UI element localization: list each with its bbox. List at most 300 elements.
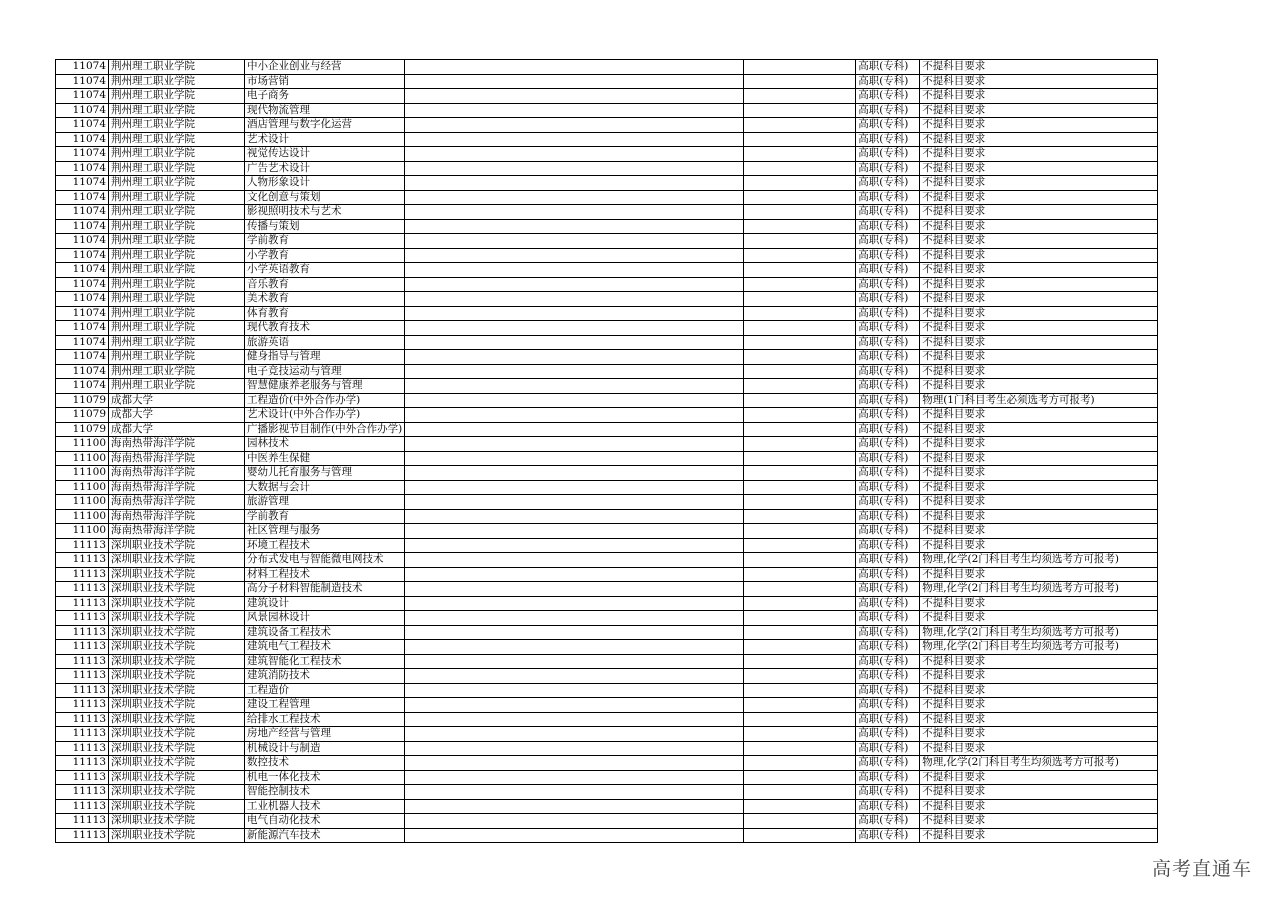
major-name-cell: 市场营销 xyxy=(245,74,405,89)
level-cell: 高职(专科) xyxy=(856,408,920,423)
blank-cell xyxy=(405,422,744,437)
major-name-cell: 体育教育 xyxy=(245,306,405,321)
school-code-cell: 11074 xyxy=(56,161,109,176)
subject-requirement-cell: 不提科目要求 xyxy=(920,292,1158,307)
school-code-cell: 11074 xyxy=(56,335,109,350)
table-row xyxy=(56,132,1158,147)
admission-table xyxy=(55,59,1158,843)
blank-cell xyxy=(405,118,744,133)
level-cell: 高职(专科) xyxy=(856,437,920,452)
school-name-cell: 荆州理工职业学院 xyxy=(109,321,245,336)
level-cell: 高职(专科) xyxy=(856,596,920,611)
blank-cell xyxy=(405,466,744,481)
subject-requirement-cell: 不提科目要求 xyxy=(920,408,1158,423)
level-cell: 高职(专科) xyxy=(856,422,920,437)
blank-cell xyxy=(405,60,744,75)
school-name-cell: 荆州理工职业学院 xyxy=(109,89,245,104)
major-name-cell: 影视照明技术与艺术 xyxy=(245,205,405,220)
level-cell: 高职(专科) xyxy=(856,654,920,669)
table-row xyxy=(56,553,1158,568)
blank-cell xyxy=(744,785,856,800)
table-row xyxy=(56,190,1158,205)
school-name-cell: 荆州理工职业学院 xyxy=(109,219,245,234)
school-name-cell: 深圳职业技术学院 xyxy=(109,756,245,771)
blank-cell xyxy=(744,292,856,307)
subject-requirement-cell: 不提科目要求 xyxy=(920,176,1158,191)
blank-cell xyxy=(744,103,856,118)
blank-cell xyxy=(744,74,856,89)
school-code-cell: 11074 xyxy=(56,248,109,263)
level-cell: 高职(专科) xyxy=(856,292,920,307)
school-name-cell: 荆州理工职业学院 xyxy=(109,306,245,321)
blank-cell xyxy=(744,770,856,785)
level-cell: 高职(专科) xyxy=(856,103,920,118)
blank-cell xyxy=(744,799,856,814)
subject-requirement-cell: 不提科目要求 xyxy=(920,669,1158,684)
blank-cell xyxy=(405,698,744,713)
school-code-cell: 11074 xyxy=(56,364,109,379)
subject-requirement-cell: 不提科目要求 xyxy=(920,509,1158,524)
subject-requirement-cell: 不提科目要求 xyxy=(920,379,1158,394)
major-name-cell: 文化创意与策划 xyxy=(245,190,405,205)
subject-requirement-cell: 不提科目要求 xyxy=(920,814,1158,829)
blank-cell xyxy=(744,219,856,234)
school-name-cell: 荆州理工职业学院 xyxy=(109,277,245,292)
level-cell: 高职(专科) xyxy=(856,669,920,684)
school-code-cell: 11074 xyxy=(56,292,109,307)
table-row xyxy=(56,770,1158,785)
table-row xyxy=(56,495,1158,510)
blank-cell xyxy=(744,495,856,510)
level-cell: 高职(专科) xyxy=(856,466,920,481)
table-row xyxy=(56,582,1158,597)
watermark: 高考直通车 xyxy=(1151,858,1252,880)
school-name-cell: 成都大学 xyxy=(109,408,245,423)
school-name-cell: 荆州理工职业学院 xyxy=(109,248,245,263)
major-name-cell: 电气自动化技术 xyxy=(245,814,405,829)
subject-requirement-cell: 不提科目要求 xyxy=(920,828,1158,843)
major-name-cell: 小学教育 xyxy=(245,248,405,263)
table-row xyxy=(56,118,1158,133)
school-name-cell: 海南热带海洋学院 xyxy=(109,480,245,495)
school-name-cell: 荆州理工职业学院 xyxy=(109,335,245,350)
school-code-cell: 11100 xyxy=(56,495,109,510)
major-name-cell: 智能控制技术 xyxy=(245,785,405,800)
level-cell: 高职(专科) xyxy=(856,132,920,147)
level-cell: 高职(专科) xyxy=(856,683,920,698)
major-name-cell: 数控技术 xyxy=(245,756,405,771)
blank-cell xyxy=(405,451,744,466)
blank-cell xyxy=(405,480,744,495)
major-name-cell: 大数据与会计 xyxy=(245,480,405,495)
subject-requirement-cell: 不提科目要求 xyxy=(920,263,1158,278)
table-row xyxy=(56,654,1158,669)
level-cell: 高职(专科) xyxy=(856,480,920,495)
school-name-cell: 深圳职业技术学院 xyxy=(109,799,245,814)
school-name-cell: 深圳职业技术学院 xyxy=(109,785,245,800)
school-code-cell: 11113 xyxy=(56,741,109,756)
blank-cell xyxy=(405,248,744,263)
blank-cell xyxy=(405,132,744,147)
blank-cell xyxy=(744,814,856,829)
subject-requirement-cell: 不提科目要求 xyxy=(920,683,1158,698)
blank-cell xyxy=(405,654,744,669)
school-name-cell: 荆州理工职业学院 xyxy=(109,190,245,205)
school-name-cell: 深圳职业技术学院 xyxy=(109,538,245,553)
table-row xyxy=(56,727,1158,742)
major-name-cell: 材料工程技术 xyxy=(245,567,405,582)
blank-cell xyxy=(405,582,744,597)
school-name-cell: 荆州理工职业学院 xyxy=(109,161,245,176)
blank-cell xyxy=(744,205,856,220)
table-row xyxy=(56,248,1158,263)
school-name-cell: 荆州理工职业学院 xyxy=(109,74,245,89)
table-row xyxy=(56,712,1158,727)
major-name-cell: 广告艺术设计 xyxy=(245,161,405,176)
school-code-cell: 11074 xyxy=(56,219,109,234)
school-name-cell: 深圳职业技术学院 xyxy=(109,727,245,742)
subject-requirement-cell: 不提科目要求 xyxy=(920,89,1158,104)
subject-requirement-cell: 不提科目要求 xyxy=(920,596,1158,611)
table-row xyxy=(56,74,1158,89)
school-code-cell: 11113 xyxy=(56,814,109,829)
blank-cell xyxy=(405,335,744,350)
school-name-cell: 深圳职业技术学院 xyxy=(109,683,245,698)
blank-cell xyxy=(744,393,856,408)
level-cell: 高职(专科) xyxy=(856,712,920,727)
subject-requirement-cell: 不提科目要求 xyxy=(920,451,1158,466)
school-name-cell: 深圳职业技术学院 xyxy=(109,828,245,843)
major-name-cell: 电子竞技运动与管理 xyxy=(245,364,405,379)
blank-cell xyxy=(405,828,744,843)
blank-cell xyxy=(744,466,856,481)
subject-requirement-cell: 物理,化学(2门科目考生均须选考方可报考) xyxy=(920,640,1158,655)
blank-cell xyxy=(405,103,744,118)
school-code-cell: 11074 xyxy=(56,118,109,133)
school-code-cell: 11074 xyxy=(56,190,109,205)
school-code-cell: 11113 xyxy=(56,683,109,698)
major-name-cell: 健身指导与管理 xyxy=(245,350,405,365)
blank-cell xyxy=(744,408,856,423)
school-code-cell: 11100 xyxy=(56,480,109,495)
school-code-cell: 11113 xyxy=(56,654,109,669)
subject-requirement-cell: 不提科目要求 xyxy=(920,118,1158,133)
blank-cell xyxy=(405,292,744,307)
subject-requirement-cell: 不提科目要求 xyxy=(920,741,1158,756)
school-name-cell: 荆州理工职业学院 xyxy=(109,176,245,191)
school-name-cell: 海南热带海洋学院 xyxy=(109,524,245,539)
major-name-cell: 环境工程技术 xyxy=(245,538,405,553)
major-name-cell: 高分子材料智能制造技术 xyxy=(245,582,405,597)
subject-requirement-cell: 不提科目要求 xyxy=(920,350,1158,365)
level-cell: 高职(专科) xyxy=(856,451,920,466)
blank-cell xyxy=(744,176,856,191)
subject-requirement-cell: 不提科目要求 xyxy=(920,147,1158,162)
school-name-cell: 荆州理工职业学院 xyxy=(109,364,245,379)
level-cell: 高职(专科) xyxy=(856,640,920,655)
school-code-cell: 11113 xyxy=(56,582,109,597)
subject-requirement-cell: 不提科目要求 xyxy=(920,480,1158,495)
level-cell: 高职(专科) xyxy=(856,828,920,843)
blank-cell xyxy=(405,509,744,524)
blank-cell xyxy=(405,161,744,176)
major-name-cell: 人物形象设计 xyxy=(245,176,405,191)
school-code-cell: 11074 xyxy=(56,263,109,278)
subject-requirement-cell: 不提科目要求 xyxy=(920,219,1158,234)
table-row xyxy=(56,756,1158,771)
table-row xyxy=(56,669,1158,684)
school-code-cell: 11079 xyxy=(56,393,109,408)
school-name-cell: 深圳职业技术学院 xyxy=(109,654,245,669)
blank-cell xyxy=(744,756,856,771)
blank-cell xyxy=(744,321,856,336)
school-code-cell: 11074 xyxy=(56,379,109,394)
table-row xyxy=(56,538,1158,553)
level-cell: 高职(专科) xyxy=(856,625,920,640)
blank-cell xyxy=(405,205,744,220)
major-name-cell: 现代教育技术 xyxy=(245,321,405,336)
school-code-cell: 11074 xyxy=(56,234,109,249)
school-code-cell: 11113 xyxy=(56,596,109,611)
blank-cell xyxy=(405,683,744,698)
school-name-cell: 深圳职业技术学院 xyxy=(109,814,245,829)
subject-requirement-cell: 不提科目要求 xyxy=(920,437,1158,452)
school-code-cell: 11113 xyxy=(56,756,109,771)
table-row xyxy=(56,698,1158,713)
school-code-cell: 11113 xyxy=(56,567,109,582)
blank-cell xyxy=(744,524,856,539)
school-name-cell: 荆州理工职业学院 xyxy=(109,147,245,162)
blank-cell xyxy=(405,364,744,379)
level-cell: 高职(专科) xyxy=(856,756,920,771)
blank-cell xyxy=(744,596,856,611)
school-name-cell: 成都大学 xyxy=(109,422,245,437)
major-name-cell: 园林技术 xyxy=(245,437,405,452)
major-name-cell: 旅游英语 xyxy=(245,335,405,350)
school-code-cell: 11113 xyxy=(56,553,109,568)
school-name-cell: 海南热带海洋学院 xyxy=(109,509,245,524)
table-row xyxy=(56,480,1158,495)
blank-cell xyxy=(744,89,856,104)
table-row xyxy=(56,611,1158,626)
school-name-cell: 荆州理工职业学院 xyxy=(109,263,245,278)
blank-cell xyxy=(405,277,744,292)
blank-cell xyxy=(405,553,744,568)
table-row xyxy=(56,422,1158,437)
blank-cell xyxy=(744,611,856,626)
table-row xyxy=(56,785,1158,800)
major-name-cell: 现代物流管理 xyxy=(245,103,405,118)
school-name-cell: 荆州理工职业学院 xyxy=(109,118,245,133)
school-name-cell: 荆州理工职业学院 xyxy=(109,60,245,75)
school-name-cell: 海南热带海洋学院 xyxy=(109,451,245,466)
blank-cell xyxy=(744,161,856,176)
school-name-cell: 深圳职业技术学院 xyxy=(109,640,245,655)
blank-cell xyxy=(405,263,744,278)
subject-requirement-cell: 不提科目要求 xyxy=(920,698,1158,713)
school-code-cell: 11113 xyxy=(56,799,109,814)
major-name-cell: 传播与策划 xyxy=(245,219,405,234)
major-name-cell: 学前教育 xyxy=(245,509,405,524)
subject-requirement-cell: 物理,化学(2门科目考生均须选考方可报考) xyxy=(920,756,1158,771)
table-row xyxy=(56,625,1158,640)
subject-requirement-cell: 不提科目要求 xyxy=(920,190,1158,205)
level-cell: 高职(专科) xyxy=(856,277,920,292)
level-cell: 高职(专科) xyxy=(856,335,920,350)
blank-cell xyxy=(744,147,856,162)
major-name-cell: 机电一体化技术 xyxy=(245,770,405,785)
table-row xyxy=(56,379,1158,394)
subject-requirement-cell: 不提科目要求 xyxy=(920,422,1158,437)
major-name-cell: 艺术设计 xyxy=(245,132,405,147)
blank-cell xyxy=(405,89,744,104)
school-name-cell: 深圳职业技术学院 xyxy=(109,611,245,626)
table-row xyxy=(56,451,1158,466)
blank-cell xyxy=(405,495,744,510)
school-code-cell: 11113 xyxy=(56,669,109,684)
subject-requirement-cell: 不提科目要求 xyxy=(920,321,1158,336)
blank-cell xyxy=(405,712,744,727)
blank-cell xyxy=(405,437,744,452)
major-name-cell: 建筑设备工程技术 xyxy=(245,625,405,640)
level-cell: 高职(专科) xyxy=(856,350,920,365)
blank-cell xyxy=(405,741,744,756)
school-name-cell: 海南热带海洋学院 xyxy=(109,495,245,510)
subject-requirement-cell: 不提科目要求 xyxy=(920,60,1158,75)
major-name-cell: 建筑设计 xyxy=(245,596,405,611)
major-name-cell: 风景园林设计 xyxy=(245,611,405,626)
blank-cell xyxy=(744,553,856,568)
level-cell: 高职(专科) xyxy=(856,524,920,539)
school-name-cell: 深圳职业技术学院 xyxy=(109,712,245,727)
blank-cell xyxy=(744,248,856,263)
major-name-cell: 分布式发电与智能微电网技术 xyxy=(245,553,405,568)
level-cell: 高职(专科) xyxy=(856,538,920,553)
major-name-cell: 视觉传达设计 xyxy=(245,147,405,162)
subject-requirement-cell: 物理(1门科目考生必须选考方可报考) xyxy=(920,393,1158,408)
blank-cell xyxy=(405,625,744,640)
subject-requirement-cell: 不提科目要求 xyxy=(920,306,1158,321)
blank-cell xyxy=(405,219,744,234)
subject-requirement-cell: 不提科目要求 xyxy=(920,161,1158,176)
major-name-cell: 工业机器人技术 xyxy=(245,799,405,814)
table-row xyxy=(56,828,1158,843)
school-code-cell: 11100 xyxy=(56,466,109,481)
school-name-cell: 荆州理工职业学院 xyxy=(109,292,245,307)
blank-cell xyxy=(405,785,744,800)
major-name-cell: 社区管理与服务 xyxy=(245,524,405,539)
blank-cell xyxy=(744,712,856,727)
blank-cell xyxy=(405,379,744,394)
school-code-cell: 11074 xyxy=(56,321,109,336)
level-cell: 高职(专科) xyxy=(856,234,920,249)
school-name-cell: 荆州理工职业学院 xyxy=(109,379,245,394)
school-code-cell: 11074 xyxy=(56,205,109,220)
blank-cell xyxy=(405,567,744,582)
subject-requirement-cell: 不提科目要求 xyxy=(920,538,1158,553)
table-row xyxy=(56,60,1158,75)
table-row xyxy=(56,596,1158,611)
table-row xyxy=(56,103,1158,118)
level-cell: 高职(专科) xyxy=(856,509,920,524)
school-code-cell: 11079 xyxy=(56,422,109,437)
subject-requirement-cell: 不提科目要求 xyxy=(920,611,1158,626)
major-name-cell: 学前教育 xyxy=(245,234,405,249)
blank-cell xyxy=(405,538,744,553)
table-row xyxy=(56,205,1158,220)
blank-cell xyxy=(405,321,744,336)
school-code-cell: 11113 xyxy=(56,538,109,553)
table-body xyxy=(56,60,1158,843)
major-name-cell: 建设工程管理 xyxy=(245,698,405,713)
blank-cell xyxy=(405,727,744,742)
school-name-cell: 深圳职业技术学院 xyxy=(109,553,245,568)
table-row xyxy=(56,640,1158,655)
school-code-cell: 11074 xyxy=(56,176,109,191)
major-name-cell: 给排水工程技术 xyxy=(245,712,405,727)
level-cell: 高职(专科) xyxy=(856,190,920,205)
level-cell: 高职(专科) xyxy=(856,321,920,336)
level-cell: 高职(专科) xyxy=(856,393,920,408)
table-row xyxy=(56,234,1158,249)
blank-cell xyxy=(405,596,744,611)
table-row xyxy=(56,321,1158,336)
level-cell: 高职(专科) xyxy=(856,741,920,756)
major-name-cell: 婴幼儿托育服务与管理 xyxy=(245,466,405,481)
blank-cell xyxy=(405,350,744,365)
school-name-cell: 荆州理工职业学院 xyxy=(109,350,245,365)
blank-cell xyxy=(744,538,856,553)
table-row xyxy=(56,263,1158,278)
table-row xyxy=(56,147,1158,162)
level-cell: 高职(专科) xyxy=(856,89,920,104)
blank-cell xyxy=(405,234,744,249)
subject-requirement-cell: 不提科目要求 xyxy=(920,654,1158,669)
blank-cell xyxy=(405,770,744,785)
table-row xyxy=(56,408,1158,423)
table-row xyxy=(56,437,1158,452)
subject-requirement-cell: 不提科目要求 xyxy=(920,799,1158,814)
level-cell: 高职(专科) xyxy=(856,785,920,800)
major-name-cell: 美术教育 xyxy=(245,292,405,307)
level-cell: 高职(专科) xyxy=(856,205,920,220)
subject-requirement-cell: 不提科目要求 xyxy=(920,103,1158,118)
school-code-cell: 11100 xyxy=(56,437,109,452)
school-code-cell: 11074 xyxy=(56,147,109,162)
school-code-cell: 11100 xyxy=(56,509,109,524)
level-cell: 高职(专科) xyxy=(856,567,920,582)
school-code-cell: 11113 xyxy=(56,770,109,785)
blank-cell xyxy=(405,147,744,162)
school-code-cell: 11113 xyxy=(56,727,109,742)
school-code-cell: 11074 xyxy=(56,103,109,118)
school-code-cell: 11074 xyxy=(56,132,109,147)
subject-requirement-cell: 不提科目要求 xyxy=(920,567,1158,582)
school-name-cell: 荆州理工职业学院 xyxy=(109,103,245,118)
subject-requirement-cell: 不提科目要求 xyxy=(920,495,1158,510)
level-cell: 高职(专科) xyxy=(856,727,920,742)
school-name-cell: 深圳职业技术学院 xyxy=(109,669,245,684)
blank-cell xyxy=(405,611,744,626)
school-name-cell: 深圳职业技术学院 xyxy=(109,625,245,640)
blank-cell xyxy=(744,277,856,292)
blank-cell xyxy=(744,669,856,684)
major-name-cell: 机械设计与制造 xyxy=(245,741,405,756)
major-name-cell: 小学英语教育 xyxy=(245,263,405,278)
blank-cell xyxy=(744,335,856,350)
blank-cell xyxy=(744,437,856,452)
blank-cell xyxy=(405,640,744,655)
